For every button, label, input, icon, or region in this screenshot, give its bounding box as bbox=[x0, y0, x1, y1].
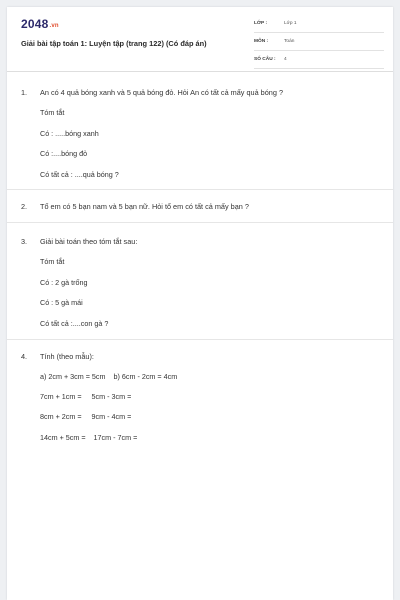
question-number: 1. bbox=[21, 88, 28, 97]
site-logo[interactable]: 2048.vn bbox=[21, 17, 59, 31]
question-line: Có tất cả : ....quả bóng ? bbox=[40, 170, 119, 179]
meta-row-count bbox=[254, 53, 384, 69]
document-title: Giải bài tập toán 1: Luyện tập (trang 122) (Có đáp án) bbox=[21, 39, 207, 48]
question-line: Tóm tắt bbox=[40, 257, 65, 266]
question-line: Có : .....bóng xanh bbox=[40, 129, 99, 138]
question-line: 8cm + 2cm = 9cm - 4cm = bbox=[40, 412, 132, 421]
meta-label-count: SỐ CÂU : bbox=[254, 57, 276, 62]
question-number: 4. bbox=[21, 352, 28, 361]
question-line: Có : 5 gà mái bbox=[40, 298, 83, 307]
question-line: a) 2cm + 3cm = 5cm b) 6cm - 2cm = 4cm bbox=[40, 372, 178, 381]
question-number: 3. bbox=[21, 237, 28, 246]
question-divider bbox=[7, 222, 393, 223]
question-number: 2. bbox=[21, 202, 28, 211]
meta-label-class: LỚP : bbox=[254, 21, 268, 26]
worksheet-page bbox=[7, 7, 393, 600]
meta-value-subject: Toán bbox=[284, 39, 295, 44]
question-text: Tính (theo mẫu): bbox=[40, 352, 94, 361]
page-header bbox=[7, 7, 393, 69]
question-line: 7cm + 1cm = 5cm - 3cm = bbox=[40, 392, 132, 401]
meta-value-class: Lớp 1 bbox=[284, 21, 297, 26]
question-text: Tổ em có 5 bạn nam và 5 bạn nữ. Hỏi tổ em có tất cả mấy bạn ? bbox=[40, 202, 249, 211]
question-divider bbox=[7, 339, 393, 340]
question-text: An có 4 quả bóng xanh và 5 quả bóng đỏ. Hỏi An có tất cả mấy quả bóng ? bbox=[40, 88, 284, 97]
meta-value-count: 4 bbox=[284, 57, 287, 62]
meta-row-class bbox=[254, 17, 384, 33]
question-line: Có tất cả :....con gà ? bbox=[40, 319, 109, 328]
question-line: Có :....bóng đỏ bbox=[40, 149, 88, 158]
question-line: Tóm tắt bbox=[40, 108, 65, 117]
meta-row-subject bbox=[254, 35, 384, 51]
question-divider bbox=[7, 189, 393, 190]
meta-panel bbox=[254, 17, 384, 71]
header-divider bbox=[7, 71, 393, 72]
question-text: Giải bài toán theo tóm tắt sau: bbox=[40, 237, 138, 246]
question-line: 14cm + 5cm = 17cm - 7cm = bbox=[40, 433, 138, 442]
question-line: Có : 2 gà trống bbox=[40, 278, 88, 287]
meta-label-subject: MÔN : bbox=[254, 39, 269, 44]
